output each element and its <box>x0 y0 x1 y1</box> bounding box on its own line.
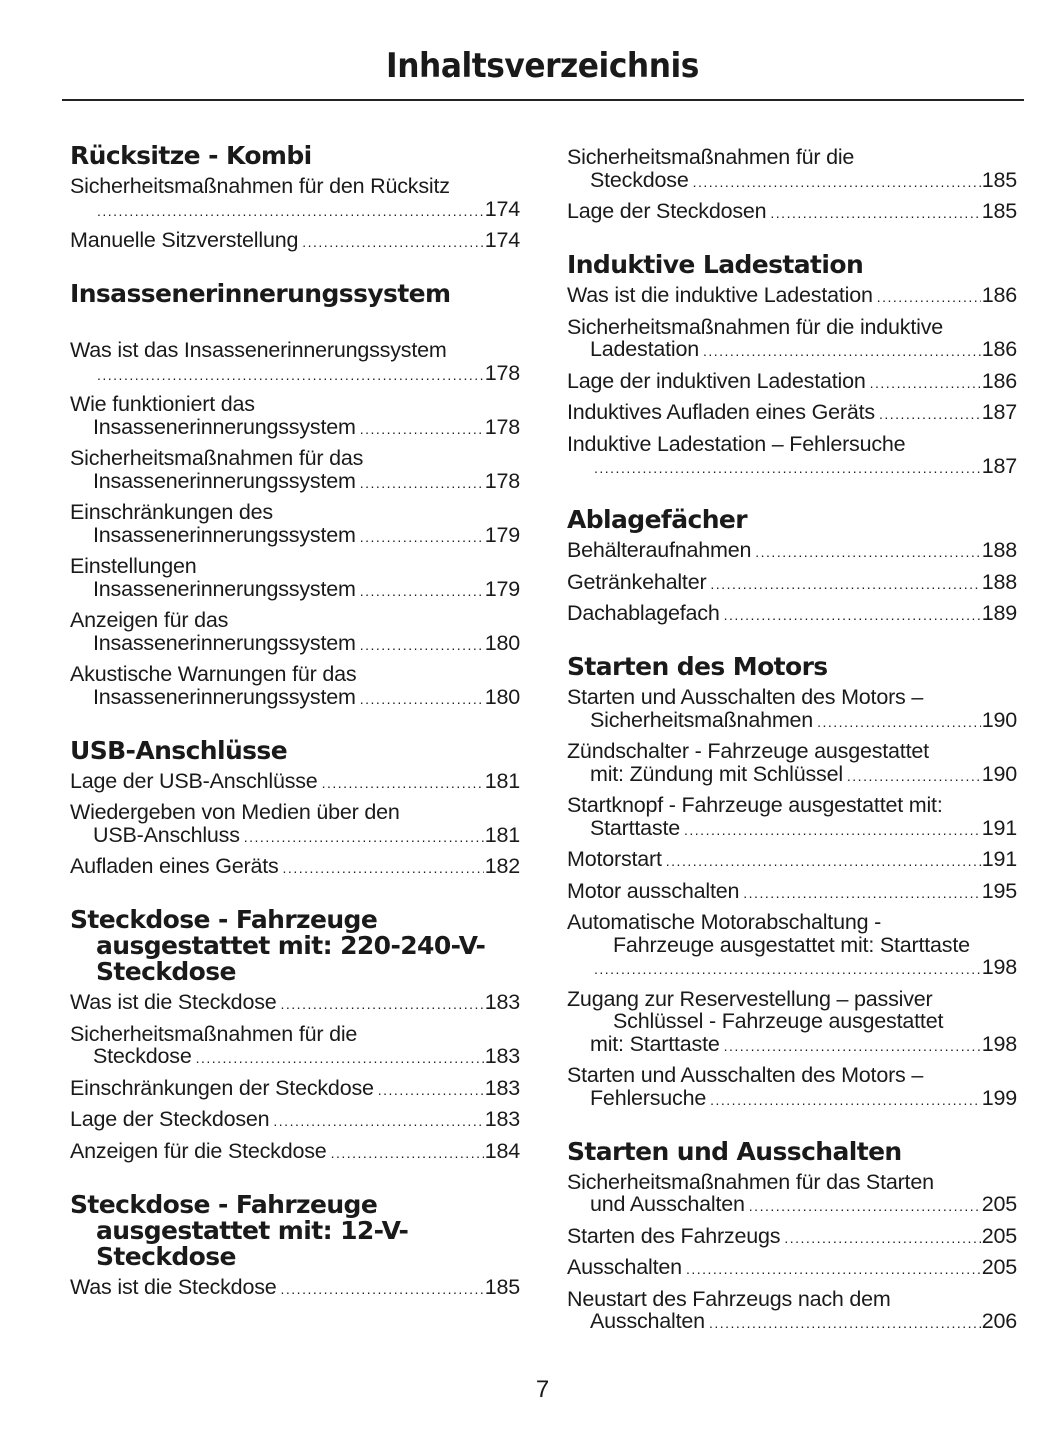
entry-title: Lage der induktiven Ladestation <box>567 368 866 393</box>
page-reference[interactable]: 185 <box>484 1274 520 1299</box>
toc-section <box>70 1189 520 1300</box>
leader-dots <box>273 1110 483 1132</box>
leader-dots <box>724 1035 981 1057</box>
entry-title: Was ist die Steckdose <box>70 990 277 1014</box>
entry-title: Lage der USB-Anschlüsse <box>70 768 318 793</box>
entry-title: Sicherheitsmaßnahmen für die induktive <box>567 314 944 339</box>
leader-dots <box>281 1278 484 1300</box>
section-heading: USB-Anschlüsse <box>70 735 288 765</box>
page-reference[interactable]: 191 <box>981 847 1017 871</box>
toc-entry[interactable] <box>70 339 520 386</box>
toc-entry[interactable] <box>567 316 1017 363</box>
toc-entry[interactable] <box>567 740 1017 787</box>
entry-title: Induktive Ladestation – Fehlersuche <box>567 431 906 456</box>
leader-dots <box>360 472 484 494</box>
page-reference[interactable]: 174 <box>484 196 520 221</box>
toc-entry[interactable] <box>70 855 520 879</box>
entry-title: Getränkehalter <box>567 569 707 594</box>
leader-dots <box>302 231 483 253</box>
entry-title: Akustische Warnungen für das <box>70 662 357 686</box>
page-reference[interactable]: 195 <box>981 878 1017 903</box>
page-reference[interactable]: 185 <box>981 167 1017 192</box>
entry-title: Sicherheitsmaßnahmen für das <box>70 446 364 470</box>
page-reference[interactable]: 186 <box>981 337 1017 361</box>
entry-title: Einschränkungen der Steckdose <box>70 1075 374 1100</box>
entry-title: Sicherheitsmaßnahmen <box>590 707 814 732</box>
entry-title: Lage der Steckdosen <box>567 199 767 223</box>
entry-title: Steckdose <box>590 167 689 192</box>
entry-title: mit: Zündung mit Schlüssel <box>590 761 843 786</box>
leader-dots <box>709 1312 981 1334</box>
entry-title: Steckdose <box>93 1044 192 1068</box>
toc-entry[interactable] <box>70 175 520 222</box>
leader-dots <box>847 765 981 787</box>
page-reference[interactable]: 205 <box>981 1223 1017 1248</box>
toc-entry[interactable] <box>70 555 520 602</box>
toc-entry[interactable] <box>70 801 520 848</box>
entry-title: Was ist das Insassenerinnerungssystem <box>70 338 447 362</box>
entry-title: Insassenerinnerungssystem <box>93 414 356 439</box>
toc-entry[interactable] <box>70 663 520 710</box>
page-reference[interactable]: 183 <box>484 1107 520 1131</box>
entry-title: Automatische Motorabschaltung - <box>567 910 882 934</box>
toc-entry[interactable] <box>567 284 1017 308</box>
leader-dots <box>703 340 981 362</box>
entry-title: Starten und Ausschalten des Motors – <box>567 1063 924 1087</box>
toc-entry[interactable] <box>567 988 1017 1057</box>
entry-title: Sicherheitsmaßnahmen für die <box>70 1021 358 1046</box>
leader-dots <box>360 688 484 710</box>
page-reference[interactable]: 190 <box>981 707 1017 732</box>
page-reference[interactable]: 183 <box>484 990 520 1014</box>
page-reference[interactable]: 198 <box>981 955 1017 979</box>
toc-entry[interactable] <box>567 571 1017 595</box>
page-reference[interactable]: 184 <box>484 1138 520 1163</box>
page-reference[interactable]: 186 <box>981 368 1017 393</box>
entry-title: Zündschalter - Fahrzeuge ausgestattet <box>567 739 929 763</box>
toc-entry[interactable] <box>567 200 1017 224</box>
toc-section <box>70 735 520 880</box>
toc-entry[interactable] <box>70 1108 520 1132</box>
toc-entry[interactable] <box>567 401 1017 425</box>
toc-section <box>567 146 1017 224</box>
page-reference[interactable]: 191 <box>981 815 1017 840</box>
entry-title: Ausschalten <box>590 1309 705 1333</box>
leader-dots <box>684 819 981 841</box>
leader-dots <box>877 286 981 308</box>
toc-entry[interactable] <box>70 770 520 794</box>
entry-title: Insassenerinnerungssystem <box>93 522 356 547</box>
toc-entry[interactable] <box>70 501 520 548</box>
toc-section <box>70 907 520 1164</box>
entry-title: mit: Starttaste <box>590 1031 720 1056</box>
page-reference[interactable]: 181 <box>484 822 520 847</box>
leader-dots <box>710 1089 981 1111</box>
entry-title: Was ist die induktive Ladestation <box>567 283 873 307</box>
entry-title: Zugang zur Reservestellung – passiver <box>567 986 933 1011</box>
toc-section <box>567 654 1017 1111</box>
page-reference[interactable]: 205 <box>981 1192 1017 1216</box>
toc-entry[interactable] <box>567 1256 1017 1280</box>
toc-entry[interactable] <box>70 1023 520 1070</box>
page-reference[interactable]: 190 <box>981 761 1017 786</box>
entry-title: Manuelle Sitzverstellung <box>70 228 299 252</box>
leader-dots <box>724 604 981 626</box>
section-heading: Starten des Motors <box>567 652 828 681</box>
toc-entry[interactable] <box>567 1171 1017 1218</box>
toc-entry[interactable] <box>70 1276 520 1300</box>
section-heading: Starten und Ausschalten <box>567 1136 902 1166</box>
entry-title: Fehlersuche <box>590 1085 707 1110</box>
leader-dots <box>710 573 980 595</box>
leader-dots <box>755 541 980 563</box>
page-reference[interactable]: 183 <box>484 1075 520 1100</box>
leader-dots <box>360 634 484 656</box>
section-heading: Ablagefächer <box>567 505 747 534</box>
toc-entry[interactable] <box>567 880 1017 904</box>
toc-entry[interactable] <box>567 1288 1017 1335</box>
toc-entry[interactable] <box>567 794 1017 841</box>
toc-entry[interactable] <box>567 848 1017 872</box>
toc-section <box>70 143 520 253</box>
entry-title: USB-Anschluss <box>93 822 240 847</box>
toc-entry[interactable] <box>567 146 1017 193</box>
toc-entry[interactable] <box>70 1077 520 1101</box>
leader-dots <box>331 1142 484 1164</box>
leader-dots <box>360 526 484 548</box>
toc-entry[interactable] <box>70 991 520 1015</box>
page-reference[interactable]: 187 <box>981 454 1017 478</box>
toc-right-column <box>567 146 1017 1362</box>
page-reference[interactable]: 205 <box>981 1255 1017 1279</box>
toc-entry[interactable] <box>70 1140 520 1164</box>
entry-title: Lage der Steckdosen <box>70 1107 270 1131</box>
toc-entry[interactable] <box>567 1064 1017 1111</box>
entry-title: Sicherheitsmaßnahmen für die <box>567 145 855 169</box>
entry-title: Einstellungen <box>70 554 197 578</box>
leader-dots <box>743 882 980 904</box>
toc-entry[interactable] <box>567 686 1017 733</box>
leader-dots <box>879 403 981 425</box>
entry-title: Insassenerinnerungssystem <box>93 468 356 493</box>
toc-left-column <box>70 143 520 1328</box>
entry-title: Anzeigen für das <box>70 608 229 632</box>
page-reference[interactable]: 181 <box>484 768 520 793</box>
toc-section <box>567 507 1017 626</box>
leader-dots <box>378 1079 484 1101</box>
page-reference[interactable]: 178 <box>484 414 520 439</box>
entry-title: Starten des Fahrzeugs <box>567 1223 781 1248</box>
section-heading: Steckdose - Fahrzeuge ausgestattet mit: 12-V-Steckdose <box>70 1189 409 1271</box>
page-reference[interactable]: 186 <box>981 283 1017 307</box>
leader-dots <box>870 372 981 394</box>
toc-entry[interactable] <box>567 602 1017 626</box>
page-reference[interactable]: 178 <box>484 468 520 493</box>
page-title: Inhaltsverzeichnis <box>386 46 699 86</box>
leader-dots <box>97 200 484 222</box>
leader-dots <box>693 171 981 193</box>
entry-title: Starttaste <box>590 815 681 840</box>
entry-title: Motorstart <box>567 847 662 871</box>
leader-dots <box>666 850 981 872</box>
page-reference[interactable]: 182 <box>484 854 520 878</box>
title-divider <box>62 99 1024 101</box>
entry-title: Aufladen eines Geräts <box>70 854 279 878</box>
entry-title: Wiedergeben von Medien über den <box>70 800 400 824</box>
entry-title: Neustart des Fahrzeugs nach dem <box>567 1286 891 1311</box>
toc-entry[interactable] <box>567 370 1017 394</box>
entry-title: Startknopf - Fahrzeuge ausgestattet mit: <box>567 793 943 817</box>
entry-title: Insassenerinnerungssystem <box>93 576 356 601</box>
entry-title-continued: Schlüssel - Fahrzeuge ausgestattet <box>613 1009 944 1033</box>
leader-dots <box>594 958 981 980</box>
toc-entry[interactable] <box>70 447 520 494</box>
leader-dots <box>244 826 484 848</box>
page-reference[interactable]: 198 <box>981 1031 1017 1056</box>
leader-dots <box>784 1227 980 1249</box>
entry-title: Anzeigen für die Steckdose <box>70 1138 327 1163</box>
toc-entry[interactable] <box>70 393 520 440</box>
entry-title: Einschränkungen des <box>70 500 273 524</box>
leader-dots <box>196 1047 484 1069</box>
page-reference[interactable]: 179 <box>484 576 520 601</box>
leader-dots <box>770 202 980 224</box>
toc-section <box>70 281 520 710</box>
toc-entry[interactable] <box>70 229 520 253</box>
entry-title: Ausschalten <box>567 1255 682 1279</box>
entry-title: Starten und Ausschalten des Motors – <box>567 685 924 709</box>
page-reference[interactable]: 187 <box>981 400 1017 424</box>
entry-title: Behälteraufnahmen <box>567 538 752 562</box>
entry-title: Was ist die Steckdose <box>70 1274 277 1299</box>
page-number: 7 <box>535 1376 550 1403</box>
entry-title: Wie funktioniert das <box>70 392 255 416</box>
entry-title: und Ausschalten <box>590 1192 745 1216</box>
page-reference[interactable]: 199 <box>981 1085 1017 1110</box>
leader-dots <box>283 857 484 879</box>
entry-title: Insassenerinnerungssystem <box>93 630 356 655</box>
section-heading: Rücksitze - Kombi <box>70 141 312 170</box>
entry-title: Induktives Aufladen eines Geräts <box>567 400 875 424</box>
toc-section <box>567 1136 1017 1335</box>
section-heading: Steckdose - Fahrzeuge ausgestattet mit: 220-240-V-Steckdose <box>70 905 486 986</box>
page-reference[interactable]: 180 <box>484 684 520 709</box>
leader-dots <box>97 364 484 386</box>
leader-dots <box>686 1258 981 1280</box>
entry-title: Dachablagefach <box>567 601 720 625</box>
page-reference[interactable]: 179 <box>484 522 520 547</box>
entry-title: Motor ausschalten <box>567 878 740 903</box>
page-reference[interactable]: 188 <box>981 538 1017 562</box>
leader-dots <box>817 711 981 733</box>
toc-entry[interactable] <box>70 609 520 656</box>
page-reference[interactable]: 189 <box>981 601 1017 625</box>
page-reference[interactable]: 174 <box>484 228 520 252</box>
leader-dots <box>360 580 484 602</box>
page-reference[interactable]: 206 <box>981 1309 1017 1333</box>
leader-dots <box>322 772 484 794</box>
section-heading: Insassenerinnerungssystem <box>70 279 451 308</box>
page-reference[interactable]: 178 <box>484 360 520 385</box>
entry-title: Sicherheitsmaßnahmen für den Rücksitz <box>70 174 450 198</box>
page-reference[interactable]: 188 <box>981 569 1017 594</box>
entry-title-continued: Fahrzeuge ausgestattet mit: Starttaste <box>613 932 970 957</box>
page-reference[interactable]: 180 <box>484 630 520 655</box>
toc-entry[interactable] <box>567 1225 1017 1249</box>
entry-title: Insassenerinnerungssystem <box>93 684 356 709</box>
toc-entry[interactable] <box>567 433 1017 480</box>
toc-entry[interactable] <box>567 539 1017 563</box>
toc-section <box>567 252 1017 479</box>
entry-title: Sicherheitsmaßnahmen für das Starten <box>567 1169 934 1194</box>
leader-dots <box>281 993 484 1015</box>
entry-title: Ladestation <box>590 337 699 361</box>
section-heading: Induktive Ladestation <box>567 250 864 279</box>
leader-dots <box>360 418 484 440</box>
page-reference[interactable]: 185 <box>981 199 1017 223</box>
leader-dots <box>749 1195 981 1217</box>
page-reference[interactable]: 183 <box>484 1044 520 1068</box>
toc-entry[interactable] <box>567 911 1017 980</box>
leader-dots <box>594 457 981 479</box>
